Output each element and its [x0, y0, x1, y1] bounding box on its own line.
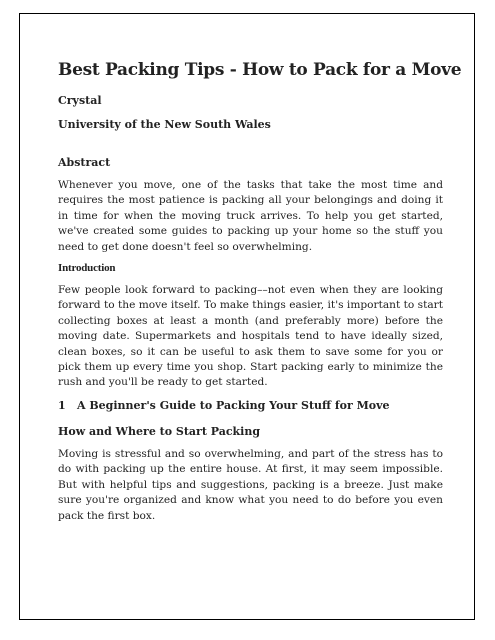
- author-affiliation: University of the New South Wales: [58, 118, 271, 131]
- abstract-heading: Abstract: [58, 156, 111, 169]
- section-heading-text: A Beginner's Guide to Packing Your Stuff for Move: [77, 398, 390, 412]
- document-content: [58, 59, 462, 524]
- introduction-text: Few people look forward to packing––not even when they are looking forward to the move itself. To make things easier, it's important to start collecting boxes at least a month (and preferably more) before the moving date. Supermarkets and hospitals tend to have ideally sized, clean boxes, so it can be useful to ask them to save some for you or pick them up every time you shop. Start packing early to minimize the rush and you'll be ready to get started.: [58, 284, 443, 389]
- document-page: [19, 13, 475, 620]
- section-heading: [58, 399, 443, 413]
- author-name: Crystal: [58, 94, 102, 107]
- section-number: 1: [58, 398, 66, 412]
- document-title: Best Packing Tips - How to Pack for a Move: [58, 60, 462, 80]
- introduction-heading: Introduction: [58, 262, 116, 275]
- abstract-text: Whenever you move, one of the tasks that take the most time and requires the most patience is packing all your belongings and doing it in time for when the moving truck arrives. To help you get started, we've created some guides to packing up your home so the stuff you need to get done doesn't feel so overwhelming.: [58, 179, 443, 253]
- subsection-heading: How and Where to Start Packing: [58, 424, 261, 438]
- subsection-text: Moving is stressful and so overwhelming, and part of the stress has to do with packing up the entire house. At first, it may seem impossible. But with helpful tips and suggestions, packing is a breeze. Just make sure you're organized and know what you need to do before you even pack the first box.: [58, 447, 443, 522]
